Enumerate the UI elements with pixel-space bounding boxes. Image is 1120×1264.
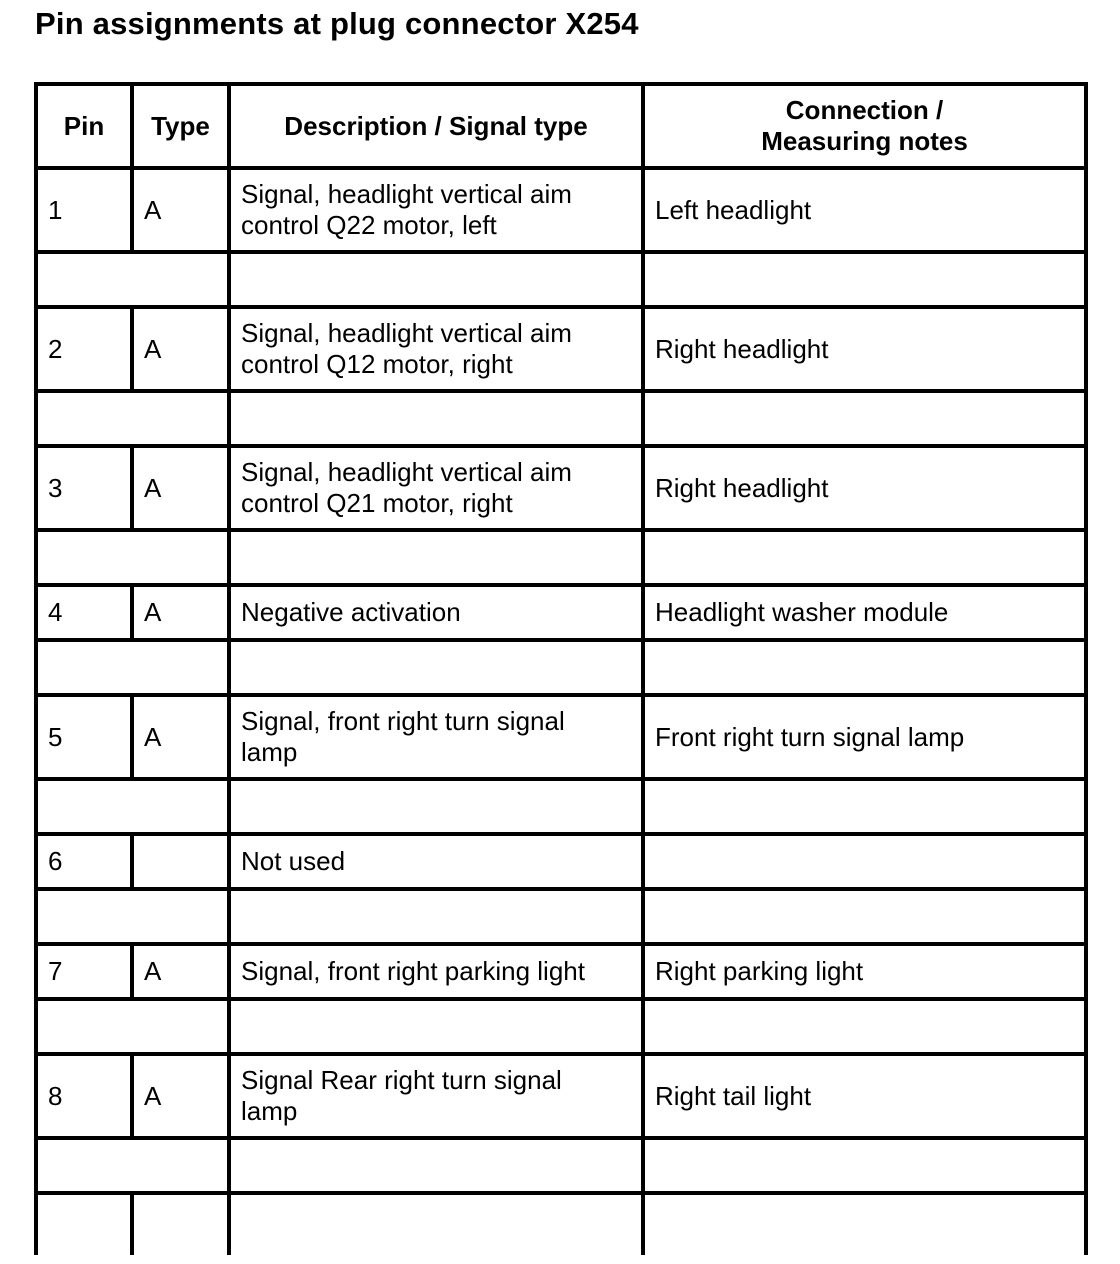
pin-cell: 2 <box>36 307 132 391</box>
spacer-cell <box>643 640 1086 695</box>
spacer-cell <box>643 252 1086 307</box>
description-cell <box>229 695 643 779</box>
type-cell: A <box>132 307 229 391</box>
connection-cell: Headlight washer module <box>643 585 1086 640</box>
type-cell: A <box>132 168 229 252</box>
spacer-cell <box>643 530 1086 585</box>
description-line2: control Q12 motor, right <box>241 349 513 379</box>
description-line1: Signal, headlight vertical aim <box>241 318 572 348</box>
spacer-cell <box>229 640 643 695</box>
connection-cell <box>643 1193 1086 1255</box>
spacer-row <box>36 530 1086 585</box>
pin-assignment-table <box>34 82 1088 1255</box>
connection-cell: Right headlight <box>643 307 1086 391</box>
spacer-cell <box>643 999 1086 1054</box>
spacer-cell <box>229 530 643 585</box>
description-cell <box>229 168 643 252</box>
type-cell: A <box>132 944 229 999</box>
connection-cell: Left headlight <box>643 168 1086 252</box>
type-cell: A <box>132 695 229 779</box>
spacer-cell <box>229 252 643 307</box>
spacer-row <box>36 391 1086 446</box>
spacer-row <box>36 889 1086 944</box>
spacer-cell <box>36 1138 229 1193</box>
connection-cell: Front right turn signal lamp <box>643 695 1086 779</box>
spacer-row <box>36 640 1086 695</box>
header-description: Description / Signal type <box>229 84 643 168</box>
page-title: Pin assignments at plug connector X254 <box>35 6 639 41</box>
pin-cell: 7 <box>36 944 132 999</box>
pin-cell: 3 <box>36 446 132 530</box>
header-connection-line2: Measuring notes <box>761 126 968 156</box>
spacer-row <box>36 1138 1086 1193</box>
description-line1: Signal, front right turn signal <box>241 706 565 736</box>
spacer-cell <box>229 999 643 1054</box>
description-cell <box>229 446 643 530</box>
type-cell: A <box>132 1054 229 1138</box>
spacer-cell <box>36 640 229 695</box>
description-line1: Signal, headlight vertical aim <box>241 179 572 209</box>
description-line1: Signal, headlight vertical aim <box>241 457 572 487</box>
description-line1: Signal Rear right turn signal <box>241 1065 562 1095</box>
header-row <box>36 84 1086 168</box>
spacer-cell <box>229 779 643 834</box>
spacer-cell <box>643 391 1086 446</box>
spacer-row <box>36 999 1086 1054</box>
table-row-partial <box>36 1193 1086 1255</box>
spacer-row <box>36 779 1086 834</box>
spacer-cell <box>36 999 229 1054</box>
pin-cell: 1 <box>36 168 132 252</box>
header-connection-line1: Connection / <box>785 95 944 125</box>
description-cell: Not used <box>229 834 643 889</box>
spacer-cell <box>36 779 229 834</box>
spacer-cell <box>643 889 1086 944</box>
type-cell: A <box>132 585 229 640</box>
pin-cell: 6 <box>36 834 132 889</box>
table-row <box>36 446 1086 530</box>
spacer-cell <box>229 1138 643 1193</box>
description-line2: control Q22 motor, left <box>241 210 497 240</box>
connection-cell: Right parking light <box>643 944 1086 999</box>
description-cell <box>229 1054 643 1138</box>
connection-cell: Right headlight <box>643 446 1086 530</box>
table-row <box>36 585 1086 640</box>
table-row <box>36 944 1086 999</box>
table-row <box>36 1054 1086 1138</box>
description-line2: control Q21 motor, right <box>241 488 513 518</box>
pin-cell: 4 <box>36 585 132 640</box>
description-cell: Negative activation <box>229 585 643 640</box>
type-cell: A <box>132 446 229 530</box>
spacer-cell <box>36 889 229 944</box>
spacer-cell <box>643 779 1086 834</box>
spacer-cell <box>36 530 229 585</box>
spacer-cell <box>36 252 229 307</box>
header-type: Type <box>132 84 229 168</box>
pin-cell: 5 <box>36 695 132 779</box>
spacer-cell <box>36 391 229 446</box>
table-row <box>36 834 1086 889</box>
spacer-row <box>36 252 1086 307</box>
type-cell <box>132 834 229 889</box>
spacer-cell <box>229 391 643 446</box>
pin-cell <box>36 1193 132 1255</box>
connection-cell <box>643 834 1086 889</box>
description-cell <box>229 307 643 391</box>
spacer-cell <box>229 889 643 944</box>
description-cell <box>229 1193 643 1255</box>
header-pin: Pin <box>36 84 132 168</box>
type-cell <box>132 1193 229 1255</box>
header-connection <box>643 84 1086 168</box>
table-row <box>36 168 1086 252</box>
description-line2: lamp <box>241 737 298 767</box>
description-cell: Signal, front right parking light <box>229 944 643 999</box>
table-row <box>36 307 1086 391</box>
table-row <box>36 695 1086 779</box>
description-line2: lamp <box>241 1096 298 1126</box>
spacer-cell <box>643 1138 1086 1193</box>
connection-cell: Right tail light <box>643 1054 1086 1138</box>
pin-cell: 8 <box>36 1054 132 1138</box>
